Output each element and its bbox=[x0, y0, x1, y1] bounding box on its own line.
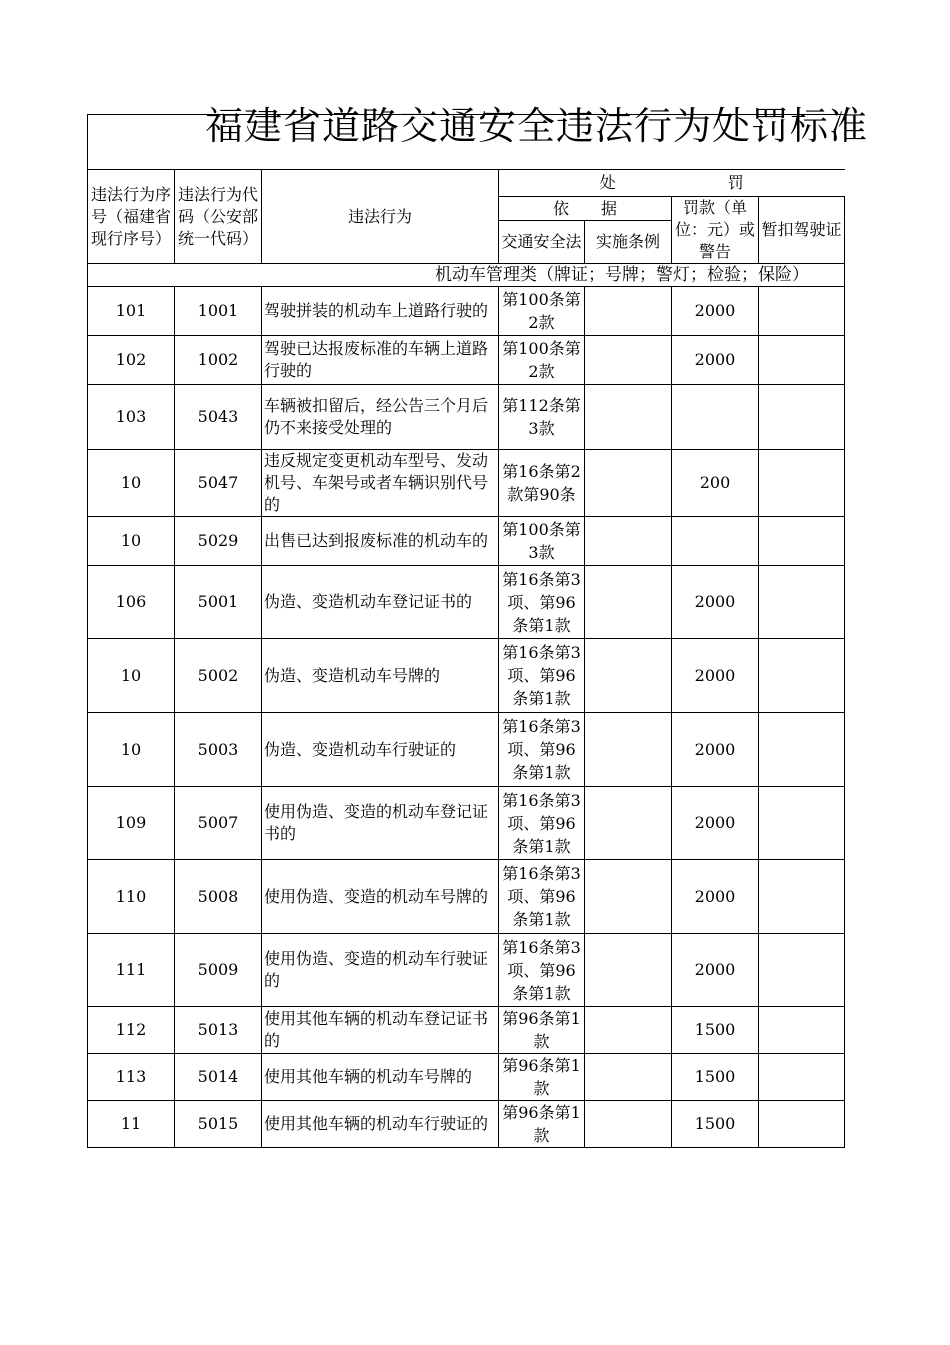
cell-reg bbox=[585, 1007, 672, 1054]
cell-seq: 101 bbox=[88, 287, 175, 336]
cell-detain bbox=[759, 517, 845, 566]
cell-act: 伪造、变造机动车登记证书的 bbox=[262, 566, 499, 639]
cell-seq: 113 bbox=[88, 1054, 175, 1101]
cell-code: 5002 bbox=[175, 639, 262, 713]
cell-act: 驾驶拼装的机动车上道路行驶的 bbox=[262, 287, 499, 336]
cell-reg bbox=[585, 934, 672, 1007]
cell-reg bbox=[585, 287, 672, 336]
table-row bbox=[88, 450, 845, 517]
cell-detain bbox=[759, 934, 845, 1007]
header-act: 违法行为 bbox=[262, 170, 499, 264]
penalty-table bbox=[87, 169, 845, 1148]
cell-law: 第16条第3项、第96条第1款 bbox=[499, 787, 585, 860]
cell-detain bbox=[759, 336, 845, 385]
cell-code: 5014 bbox=[175, 1054, 262, 1101]
cell-law: 第96条第1款 bbox=[499, 1101, 585, 1148]
cell-code: 5003 bbox=[175, 713, 262, 787]
cell-law: 第100条第2款 bbox=[499, 287, 585, 336]
cell-fine: 2000 bbox=[672, 860, 759, 934]
cell-act: 使用其他车辆的机动车登记证书的 bbox=[262, 1007, 499, 1054]
page-title: 福建省道路交通安全违法行为处罚标准 bbox=[205, 104, 869, 148]
cell-fine bbox=[672, 385, 759, 450]
cell-law: 第96条第1款 bbox=[499, 1007, 585, 1054]
cell-reg bbox=[585, 860, 672, 934]
cell-act: 使用其他车辆的机动车行驶证的 bbox=[262, 1101, 499, 1148]
cell-fine: 200 bbox=[672, 450, 759, 517]
table-row bbox=[88, 787, 845, 860]
table-row bbox=[88, 1101, 845, 1148]
cell-seq: 10 bbox=[88, 517, 175, 566]
cell-law: 第112条第3款 bbox=[499, 385, 585, 450]
cell-law: 第16条第3项、第96条第1款 bbox=[499, 566, 585, 639]
header-penalty: 处 罚 bbox=[499, 170, 845, 197]
table-row bbox=[88, 860, 845, 934]
cell-reg bbox=[585, 713, 672, 787]
table-row bbox=[88, 1007, 845, 1054]
cell-code: 5007 bbox=[175, 787, 262, 860]
header-code: 违法行为代码（公安部统一代码） bbox=[175, 170, 262, 264]
table-row bbox=[88, 517, 845, 566]
table-row bbox=[88, 1054, 845, 1101]
cell-act: 使用其他车辆的机动车号牌的 bbox=[262, 1054, 499, 1101]
cell-act: 驾驶已达报废标准的车辆上道路行驶的 bbox=[262, 336, 499, 385]
table-row bbox=[88, 566, 845, 639]
cell-law: 第96条第1款 bbox=[499, 1054, 585, 1101]
cell-fine: 2000 bbox=[672, 787, 759, 860]
cell-detain bbox=[759, 639, 845, 713]
category-label: 机动车管理类（牌证；号牌；警灯；检验；保险） bbox=[88, 264, 845, 287]
cell-detain bbox=[759, 860, 845, 934]
cell-act: 违反规定变更机动车型号、发动机号、车架号或者车辆识别代号的 bbox=[262, 450, 499, 517]
cell-reg bbox=[585, 517, 672, 566]
cell-detain bbox=[759, 1054, 845, 1101]
cell-fine: 2000 bbox=[672, 566, 759, 639]
cell-detain bbox=[759, 1007, 845, 1054]
cell-seq: 103 bbox=[88, 385, 175, 450]
cell-seq: 11 bbox=[88, 1101, 175, 1148]
cell-law: 第16条第2款第90条 bbox=[499, 450, 585, 517]
cell-act: 车辆被扣留后，经公告三个月后仍不来接受处理的 bbox=[262, 385, 499, 450]
header-fine: 罚款（单位：元）或警告 bbox=[672, 197, 759, 264]
cell-fine: 2000 bbox=[672, 287, 759, 336]
cell-act: 伪造、变造机动车号牌的 bbox=[262, 639, 499, 713]
cell-seq: 102 bbox=[88, 336, 175, 385]
header-seq: 违法行为序号（福建省现行序号） bbox=[88, 170, 175, 264]
cell-fine: 1500 bbox=[672, 1054, 759, 1101]
cell-reg bbox=[585, 787, 672, 860]
cell-law: 第100条第3款 bbox=[499, 517, 585, 566]
table-row bbox=[88, 639, 845, 713]
cell-detain bbox=[759, 787, 845, 860]
cell-seq: 109 bbox=[88, 787, 175, 860]
header-basis: 依 据 bbox=[499, 197, 672, 221]
cell-seq: 106 bbox=[88, 566, 175, 639]
table-row bbox=[88, 336, 845, 385]
header-row-1 bbox=[88, 170, 845, 197]
table-row bbox=[88, 934, 845, 1007]
cell-code: 5015 bbox=[175, 1101, 262, 1148]
cell-law: 第16条第3项、第96条第1款 bbox=[499, 860, 585, 934]
cell-seq: 10 bbox=[88, 450, 175, 517]
cell-law: 第16条第3项、第96条第1款 bbox=[499, 713, 585, 787]
cell-code: 5029 bbox=[175, 517, 262, 566]
cell-act: 伪造、变造机动车行驶证的 bbox=[262, 713, 499, 787]
cell-act: 使用伪造、变造的机动车登记证书的 bbox=[262, 787, 499, 860]
table-row bbox=[88, 713, 845, 787]
cell-detain bbox=[759, 713, 845, 787]
cell-code: 5009 bbox=[175, 934, 262, 1007]
cell-reg bbox=[585, 450, 672, 517]
cell-fine: 2000 bbox=[672, 639, 759, 713]
cell-seq: 10 bbox=[88, 713, 175, 787]
cell-seq: 112 bbox=[88, 1007, 175, 1054]
cell-act: 出售已达到报废标准的机动车的 bbox=[262, 517, 499, 566]
table-row bbox=[88, 287, 845, 336]
cell-law: 第100条第2款 bbox=[499, 336, 585, 385]
cell-reg bbox=[585, 566, 672, 639]
cell-seq: 10 bbox=[88, 639, 175, 713]
cell-reg bbox=[585, 385, 672, 450]
cell-code: 5013 bbox=[175, 1007, 262, 1054]
cell-law: 第16条第3项、第96条第1款 bbox=[499, 639, 585, 713]
cell-code: 1001 bbox=[175, 287, 262, 336]
header-reg: 实施条例 bbox=[585, 221, 672, 264]
cell-code: 5047 bbox=[175, 450, 262, 517]
cell-reg bbox=[585, 1101, 672, 1148]
cell-reg bbox=[585, 639, 672, 713]
cell-code: 5043 bbox=[175, 385, 262, 450]
cell-code: 5008 bbox=[175, 860, 262, 934]
cell-fine: 1500 bbox=[672, 1007, 759, 1054]
cell-detain bbox=[759, 450, 845, 517]
header-law: 交通安全法 bbox=[499, 221, 585, 264]
cell-reg bbox=[585, 1054, 672, 1101]
cell-detain bbox=[759, 566, 845, 639]
header-detain: 暂扣驾驶证 bbox=[759, 197, 845, 264]
cell-seq: 111 bbox=[88, 934, 175, 1007]
cell-fine: 2000 bbox=[672, 336, 759, 385]
cell-fine: 2000 bbox=[672, 713, 759, 787]
cell-code: 5001 bbox=[175, 566, 262, 639]
cell-detain bbox=[759, 287, 845, 336]
table-row bbox=[88, 385, 845, 450]
cell-seq: 110 bbox=[88, 860, 175, 934]
cell-act: 使用伪造、变造的机动车号牌的 bbox=[262, 860, 499, 934]
cell-fine bbox=[672, 517, 759, 566]
cell-code: 1002 bbox=[175, 336, 262, 385]
cell-fine: 2000 bbox=[672, 934, 759, 1007]
cell-detain bbox=[759, 1101, 845, 1148]
cell-act: 使用伪造、变造的机动车行驶证的 bbox=[262, 934, 499, 1007]
cell-detain bbox=[759, 385, 845, 450]
cell-law: 第16条第3项、第96条第1款 bbox=[499, 934, 585, 1007]
cell-fine: 1500 bbox=[672, 1101, 759, 1148]
cell-reg bbox=[585, 336, 672, 385]
category-row bbox=[88, 264, 845, 287]
